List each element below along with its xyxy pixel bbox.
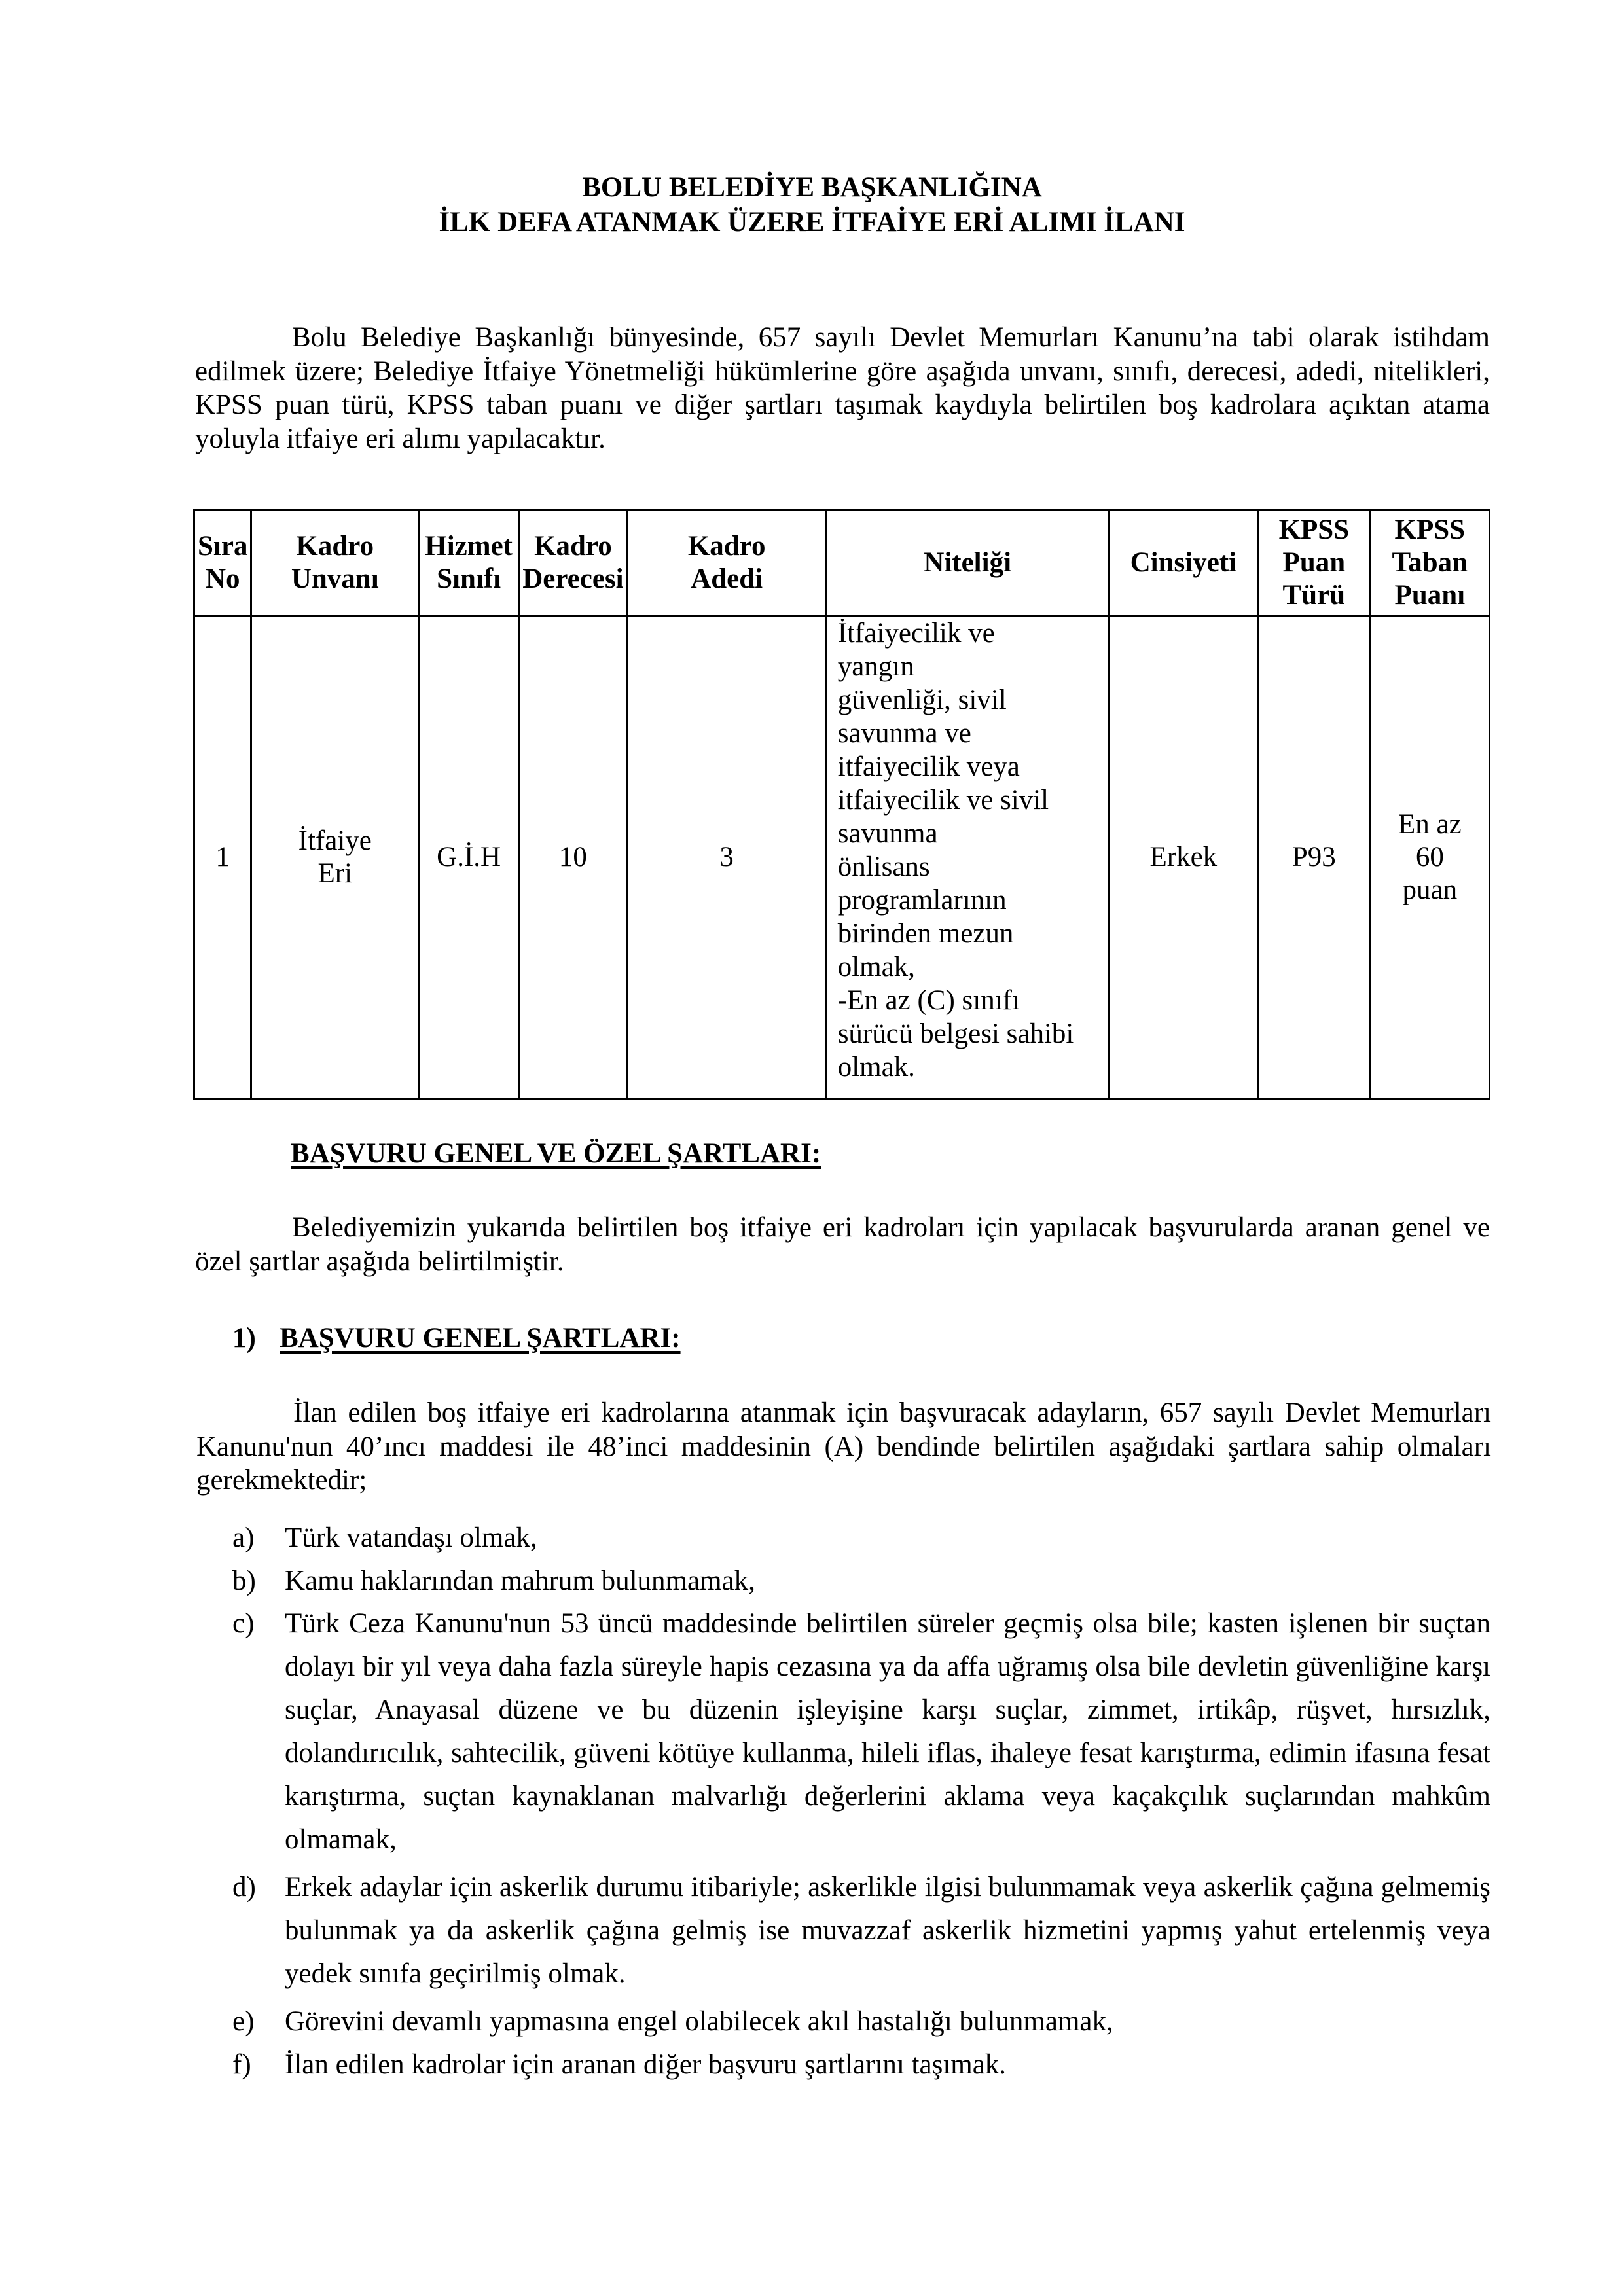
intro-text: Bolu Belediye Başkanlığı bünyesinde, 657 sayılı Devlet Memurları Kanunu’na tabi olarak istihdam edilmek üzere; Belediye İtfaiye Yönetmeliği hükümlerine göre aşağıda unvanı, sınıfı, derecesi, adedi, nitelikleri, KPSS puan türü, KPSS taban puanı ve diğer şartları taşımak kaydıyla belirtilen boş kadrolara açıktan atama yoluyla itfaiye eri alımı yapılacaktır. <box>195 322 1490 454</box>
cell-kpss-taban-puani: En az 60 puan <box>1370 616 1489 1100</box>
header-kadro-unvani: Kadro Unvanı <box>251 511 419 616</box>
section-heading-general-special: BAŞVURU GENEL VE ÖZEL ŞARTLARI: <box>291 1138 821 1169</box>
cell-sira-no: 1 <box>194 616 251 1100</box>
header-hizmet-sinifi: Hizmet Sınıfı <box>419 511 519 616</box>
list-item: b) Kamu haklarından mahrum bulunmamak, <box>232 1565 755 1596</box>
general-conditions-paragraph: İlan edilen boş itfaiye eri kadrolarına atanmak için başvuracak adayların, 657 sayılı Devlet Memurları Kanunu'nun 40’ıncı maddesi ile 48’inci maddesinin (A) bendinde belirtilen aşağıdaki şartlara sahip olmaları gerekmektedir; <box>196 1397 1491 1496</box>
section-heading-general: 1) BAŞVURU GENEL ŞARTLARI: <box>232 1323 681 1354</box>
table-row <box>194 616 1490 1100</box>
document-title-line1: BOLU BELEDİYE BAŞKANLIĞINA <box>582 172 1042 203</box>
list-item: a) Türk vatandaşı olmak, <box>232 1522 537 1553</box>
cell-hizmet-sinifi: G.İ.H <box>419 616 519 1100</box>
list-item: e) Görevini devamlı yapmasına engel olabilecek akıl hastalığı bulunmamak, <box>232 2006 1113 2037</box>
cell-niteligi: İtfaiyecilik ve yangın güvenliği, sivil savunma ve itfaiyecilik veya itfaiyecilik ve sivil savunma önlisans programlarının birinden mezun olmak, -En az (C) sınıfı sürücü belgesi sahibi olmak. <box>826 616 1109 1100</box>
header-kpss-taban-puani: KPSS Taban Puanı <box>1370 511 1489 616</box>
header-sira-no: Sıra No <box>194 511 251 616</box>
list-item: f) İlan edilen kadrolar için aranan diğer başvuru şartlarını taşımak. <box>232 2049 1007 2080</box>
document-title-line2: İLK DEFA ATANMAK ÜZERE İTFAİYE ERİ ALIMI İLANI <box>439 207 1185 238</box>
cell-kadro-derecesi: 10 <box>519 616 627 1100</box>
header-kadro-derecesi: Kadro Derecesi <box>519 511 627 616</box>
cell-kadro-adedi: 3 <box>627 616 826 1100</box>
list-item: d) Erkek adaylar için askerlik durumu itibariyle; askerlikle ilgisi bulunmamak veya askerlik çağına gelmemiş bulunmak ya da askerlik çağına gelmiş ise muvazzaf askerlik hizmetini yapmış yahut ertelenmiş veya yedek sınıfa geçirilmiş olmak. <box>232 1872 1490 1989</box>
positions-table <box>193 509 1490 1100</box>
header-kpss-puan-turu: KPSS Puan Türü <box>1258 511 1371 616</box>
header-niteligi: Niteliği <box>826 511 1109 616</box>
intro-paragraph <box>195 321 1490 456</box>
header-cinsiyeti: Cinsiyeti <box>1109 511 1257 616</box>
general-conditions-list <box>232 1521 1490 2090</box>
table-header-row <box>194 511 1490 616</box>
cell-cinsiyeti: Erkek <box>1109 616 1257 1100</box>
list-item: c) Türk Ceza Kanunu'nun 53 üncü maddesinde belirtilen süreler geçmiş olsa bile; kasten işlenen bir suçtan dolayı bir yıl veya daha fazla süreyle hapis cezasına ya da affa uğramış olsa bile devletin güvenliğine karşı suçlar, Anayasal düzene ve bu düzenin işleyişine karşı suçlar, zimmet, irtikâp, rüşvet, hırsızlık, dolandırıcılık, sahtecilik, güveni kötüye kullanma, hileli iflas, ihaleye fesat karıştırma, edimin ifasına fesat karıştırma, suçtan kaynaklanan malvarlığı değerlerini aklama veya kaçakçılık suçlarından mahkûm olmamak, <box>232 1608 1490 1855</box>
general-special-paragraph: Belediyemizin yukarıda belirtilen boş itfaiye eri kadroları için yapılacak başvurularda aranan genel ve özel şartlar aşağıda belirtilmiştir. <box>195 1212 1490 1277</box>
cell-kpss-puan-turu: P93 <box>1258 616 1371 1100</box>
header-kadro-adedi: Kadro Adedi <box>627 511 826 616</box>
cell-kadro-unvani: İtfaiye Eri <box>251 616 419 1100</box>
